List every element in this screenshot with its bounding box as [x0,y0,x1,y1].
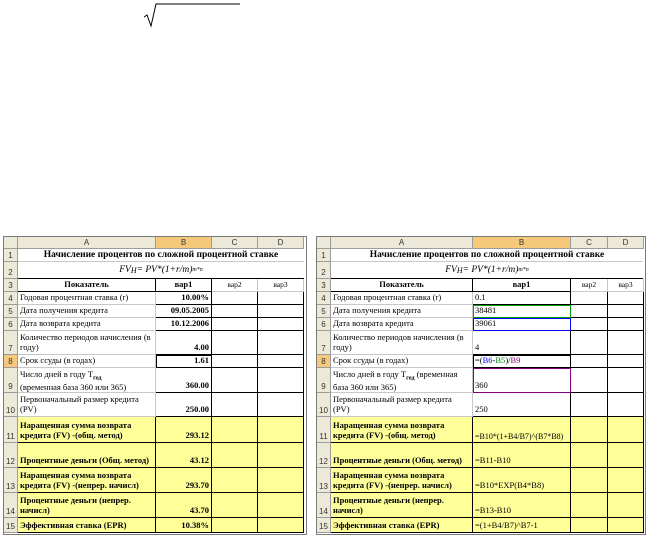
cell-c11[interactable] [212,417,258,443]
label-date-received[interactable]: Дата получения кредита [18,305,156,318]
value-days[interactable]: 360.00 [156,368,212,393]
row-header-4[interactable]: 4 [4,292,18,305]
formula-body: = PV*(1+r/m) [462,265,519,275]
row-header-11[interactable]: 11 [317,417,331,443]
row-header-7[interactable]: 7 [317,331,331,355]
term-formula-ref-b9: B9 [510,355,521,366]
cell-d15[interactable] [258,518,304,533]
row-header-3[interactable]: 3 [4,279,18,292]
column-header-d[interactable]: D [608,237,644,249]
row-header-11[interactable]: 11 [4,417,18,443]
formula-exponent: m*n [192,267,203,273]
sheet-title[interactable]: Начисление процентов по сложной процентной ставке [331,249,643,262]
label-days-sub: год [93,375,102,382]
cell-c5[interactable] [571,305,608,318]
cell-d10[interactable] [608,393,644,417]
cell-c7[interactable] [212,331,258,355]
cell-c9[interactable] [212,368,258,393]
term-formula-minus: - [492,355,496,366]
select-all-corner[interactable] [317,237,331,249]
label-fv-continuous[interactable]: Наращенная сумма возврата кредита (FV) -(непрер. начисл) [18,468,156,493]
value-epr[interactable]: =(1+B4/B7)^B7-1 [473,518,571,533]
row-header-2[interactable]: 2 [317,262,331,279]
column-header-b[interactable]: B [473,237,571,249]
value-interest-general[interactable]: =B11-B10 [473,443,571,468]
term-formula-eq: =( [475,355,483,366]
value-interest-general[interactable]: 43.12 [156,443,212,468]
label-days[interactable] [18,368,156,393]
value-date-returned[interactable]: 10.12.2006 [156,318,212,331]
row-header-14[interactable]: 14 [4,493,18,518]
value-fv-general[interactable]: =B10*(1+B4/B7)^(B7*B8) [473,417,571,443]
value-epr[interactable]: 10.38% [156,518,212,533]
label-days-sub: год [406,375,415,382]
value-date-received[interactable]: 09.05.2005 [156,305,212,318]
cell-c6[interactable] [571,318,608,331]
label-date-received[interactable]: Дата получения кредита [331,305,473,318]
formula-caption[interactable] [331,262,643,279]
label-epr[interactable]: Эффективная ставка (EPR) [331,518,473,533]
header-var3[interactable]: вар3 [608,279,644,292]
term-formula-ref-b5: B5 [495,355,506,366]
value-rate[interactable]: 0.1 [473,292,571,305]
sheet-title[interactable]: Начисление процентов по сложной процентной ставке [18,249,304,262]
label-fv-continuous[interactable]: Наращенная сумма возврата кредита (FV) -(непрер. начисл) [331,468,473,493]
row-header-13[interactable]: 13 [317,468,331,493]
cell-d14[interactable] [258,493,304,518]
cell-c14[interactable] [571,493,608,518]
formula-body: = PV*(1+r/m) [136,265,193,275]
cell-d5[interactable] [258,305,304,318]
row-header-10[interactable]: 10 [317,393,331,417]
cell-d12[interactable] [608,443,644,468]
column-header-a[interactable]: A [331,237,473,249]
label-rate[interactable]: Годовая процентная ставка (r) [331,292,473,305]
cell-c4[interactable] [571,292,608,305]
cell-c5[interactable] [212,305,258,318]
label-fv-general[interactable]: Наращенная сумма возврата кредита (FV) -(общ. метод) [331,417,473,443]
value-fv-general[interactable]: 293.12 [156,417,212,443]
header-var1[interactable]: вар1 [156,279,212,292]
row-header-9[interactable]: 9 [4,368,18,393]
cell-d8[interactable] [608,355,644,368]
cell-c12[interactable] [212,443,258,468]
value-pv[interactable]: 250.00 [156,393,212,417]
spreadsheet-formulas[interactable] [316,236,646,535]
row-header-5[interactable]: 5 [317,305,331,318]
cell-d6[interactable] [608,318,644,331]
header-indicator[interactable]: Показатель [18,279,156,292]
formula-sub: Н [456,265,463,275]
label-pv[interactable]: Первоначальный размер кредита (PV) [18,393,156,417]
row-header-4[interactable]: 4 [317,292,331,305]
header-var1[interactable]: вар1 [473,279,571,292]
row-header-15[interactable]: 15 [317,518,331,533]
column-header-d[interactable]: D [258,237,304,249]
header-var2[interactable]: вар2 [571,279,608,292]
row-header-3[interactable]: 3 [317,279,331,292]
cell-c10[interactable] [212,393,258,417]
value-fv-continuous[interactable]: 293.70 [156,468,212,493]
cell-d13[interactable] [608,468,644,493]
row-header-15[interactable]: 15 [4,518,18,533]
label-periods[interactable]: Количество периодов начисления (в году) [331,331,473,355]
formula-sub: Н [130,265,137,275]
cell-d5[interactable] [608,305,644,318]
term-formula-ref-b6: B6 [482,355,493,366]
row-header-14[interactable]: 14 [317,493,331,518]
cell-c6[interactable] [212,318,258,331]
cell-d7[interactable] [258,331,304,355]
cell-d7[interactable] [608,331,644,355]
cell-c4[interactable] [212,292,258,305]
cell-d11[interactable] [258,417,304,443]
cell-d12[interactable] [258,443,304,468]
cell-c13[interactable] [212,468,258,493]
select-all-corner[interactable] [4,237,18,249]
row-header-2[interactable]: 2 [4,262,18,279]
cell-c11[interactable] [571,417,608,443]
spreadsheet-values[interactable] [3,236,307,535]
cell-c8[interactable] [571,355,608,368]
header-var2[interactable]: вар2 [212,279,258,292]
row-header-12[interactable]: 12 [4,443,18,468]
value-interest-continuous[interactable]: 43.70 [156,493,212,518]
cell-d4[interactable] [608,292,644,305]
row-header-1[interactable]: 1 [317,249,331,262]
cell-d13[interactable] [258,468,304,493]
label-days[interactable] [331,368,473,393]
cell-c8[interactable] [212,355,258,368]
cell-d8[interactable] [258,355,304,368]
label-date-returned[interactable]: Дата возврата кредита [331,318,473,331]
cell-d11[interactable] [608,417,644,443]
label-interest-continuous[interactable]: Процентные деньги (непрер. начисл) [331,493,473,518]
label-days-rest: (временная база 360 или 365) [20,381,127,392]
label-fv-general[interactable]: Наращенная сумма возврата кредита (FV) -(общ. метод) [18,417,156,443]
row-header-10[interactable]: 10 [4,393,18,417]
cell-d4[interactable] [258,292,304,305]
label-term[interactable]: Срок ссуды (в годах) [331,355,473,368]
label-term[interactable]: Срок ссуды (в годах) [18,355,156,368]
value-date-returned[interactable]: 39061 [473,318,571,331]
cell-d14[interactable] [608,493,644,518]
header-var3[interactable]: вар3 [258,279,304,292]
label-date-returned[interactable]: Дата возврата кредита [18,318,156,331]
value-pv[interactable]: 250 [473,393,571,417]
label-pv[interactable]: Первоначальный размер кредита (PV) [331,393,473,417]
header-indicator[interactable]: Показатель [331,279,473,292]
cell-d6[interactable] [258,318,304,331]
label-days-main: Число дней в году T [333,369,407,379]
formula-exponent: m*n [518,267,529,273]
value-fv-continuous[interactable]: =B10*EXP(B4*B8) [473,468,571,493]
value-term[interactable] [473,355,571,368]
cell-c7[interactable] [571,331,608,355]
cell-d15[interactable] [608,518,644,533]
value-days[interactable]: 360 [473,368,571,393]
value-term[interactable]: 1.61 [156,355,212,368]
label-rate[interactable]: Годовая процентная ставка (r) [18,292,156,305]
column-header-b[interactable]: B [156,237,212,249]
label-periods[interactable]: Количество периодов начисления (в году) [18,331,156,355]
value-periods[interactable]: 4 [473,331,571,355]
cell-d9[interactable] [608,368,644,393]
column-header-c[interactable]: C [212,237,258,249]
cell-c12[interactable] [571,443,608,468]
label-interest-continuous[interactable]: Процентные деньги (непрер. начисл) [18,493,156,518]
row-header-9[interactable]: 9 [317,368,331,393]
cell-c9[interactable] [571,368,608,393]
row-header-13[interactable]: 13 [4,468,18,493]
column-header-c[interactable]: C [571,237,608,249]
cell-d10[interactable] [258,393,304,417]
value-periods[interactable]: 4.00 [156,331,212,355]
row-header-6[interactable]: 6 [317,318,331,331]
cell-c14[interactable] [212,493,258,518]
formula-fv: FV [445,265,457,275]
label-days-main: Число дней в году T [20,369,94,379]
row-header-12[interactable]: 12 [317,443,331,468]
cell-c15[interactable] [571,518,608,533]
cell-c10[interactable] [571,393,608,417]
label-interest-general[interactable]: Процентные деньги (Общ. метод) [18,443,156,468]
value-rate[interactable]: 10.00% [156,292,212,305]
column-header-a[interactable]: A [18,237,156,249]
formula-fv: FV [119,265,131,275]
cell-d9[interactable] [258,368,304,393]
cell-c15[interactable] [212,518,258,533]
label-interest-general[interactable]: Процентные деньги (Общ. метод) [331,443,473,468]
row-header-8[interactable]: 8 [317,355,331,368]
formula-caption[interactable] [18,262,304,279]
row-header-5[interactable]: 5 [4,305,18,318]
square-root-symbol [142,2,242,28]
cell-c13[interactable] [571,468,608,493]
row-header-7[interactable]: 7 [4,331,18,355]
row-header-8[interactable]: 8 [4,355,18,368]
term-formula-div: )/ [505,355,511,366]
value-date-received[interactable]: 38481 [473,305,571,318]
row-header-1[interactable]: 1 [4,249,18,262]
value-interest-continuous[interactable]: =B13-B10 [473,493,571,518]
label-days-rest: (временная база 360 или 365) [333,369,458,392]
label-epr[interactable]: Эффективная ставка (EPR) [18,518,156,533]
row-header-6[interactable]: 6 [4,318,18,331]
